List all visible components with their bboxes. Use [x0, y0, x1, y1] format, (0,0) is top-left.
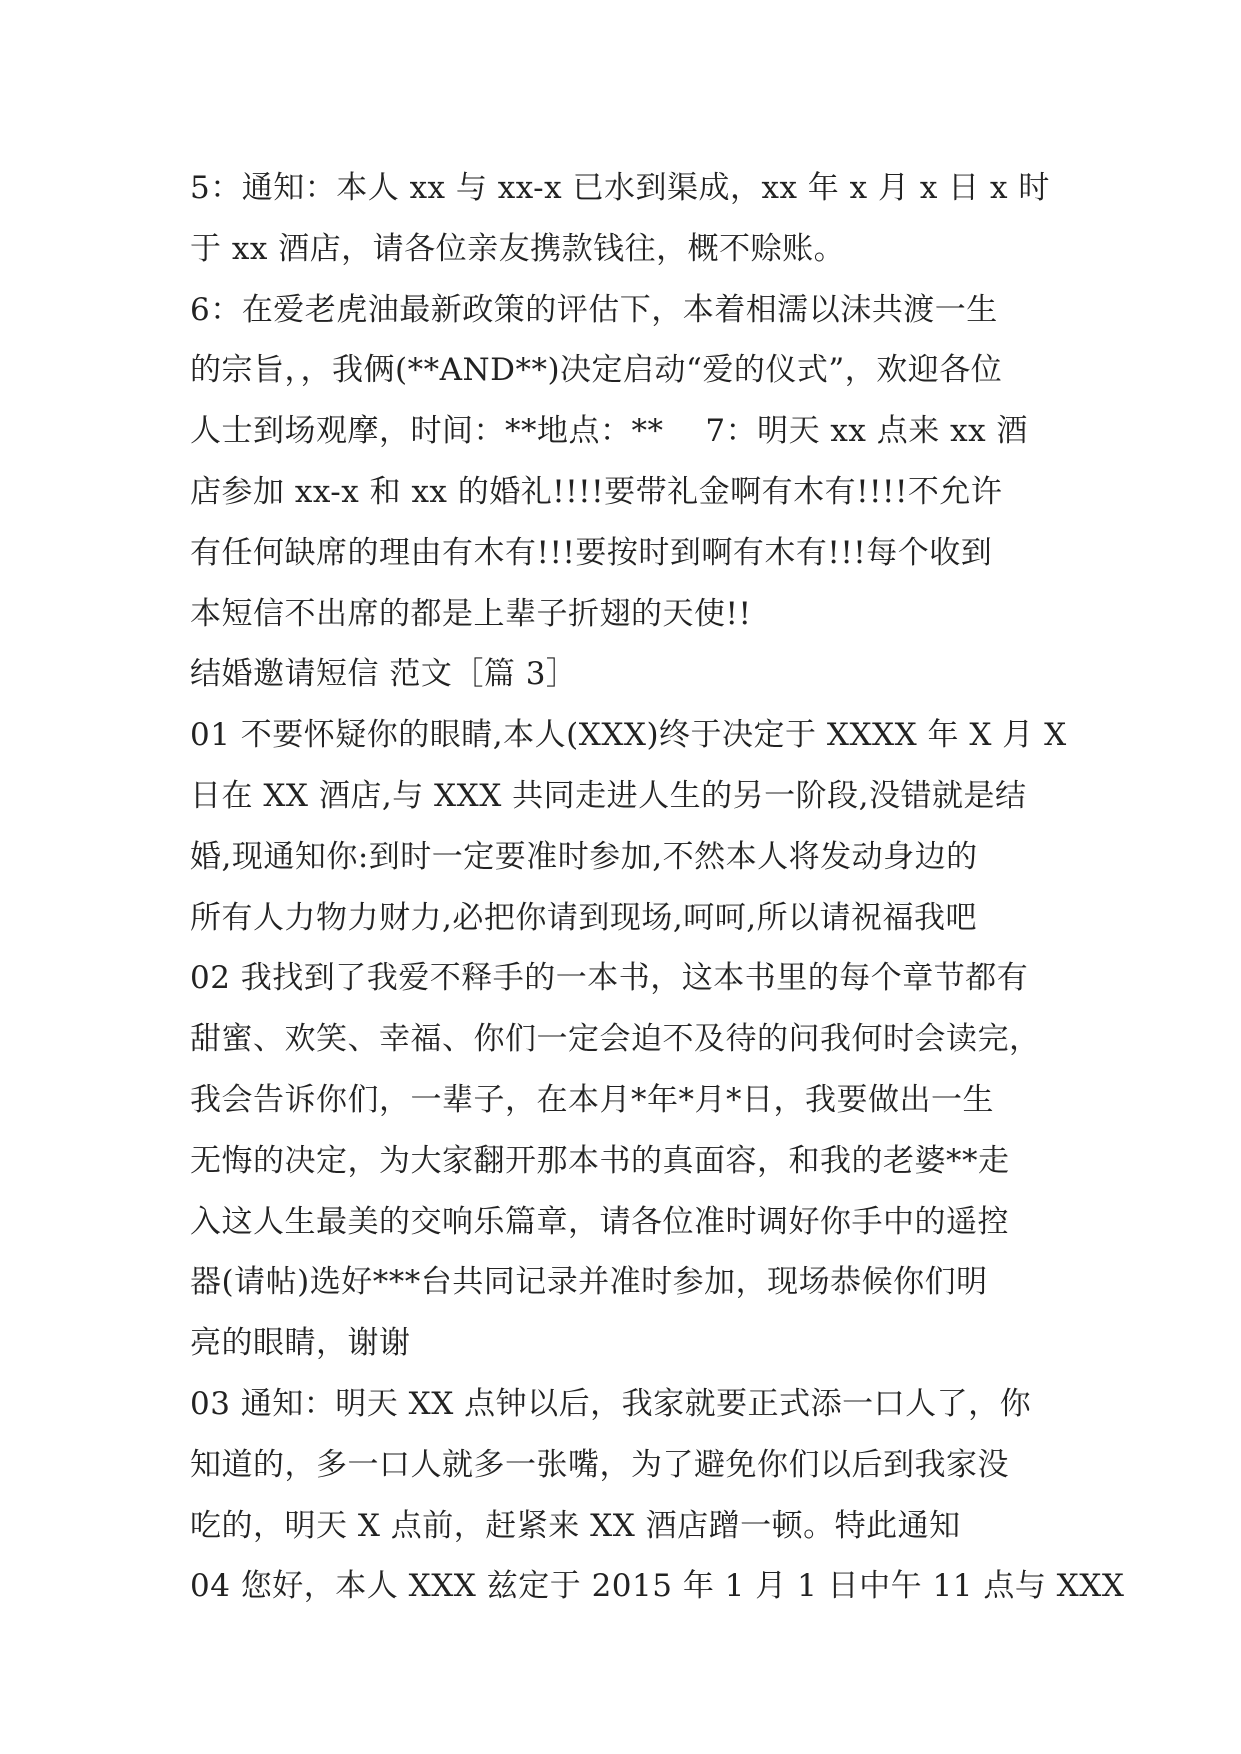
text-line: 本短信不出席的都是上辈子折翅的天使!!	[190, 595, 752, 632]
text-line: 店参加 xx-x 和 xx 的婚礼!!!!要带礼金啊有木有!!!!不允许	[190, 473, 1003, 510]
text-line: 的宗旨，，我俩(**AND**)决定启动“爱的仪式”，欢迎各位	[190, 352, 1003, 389]
text-line: 04 您好，本人 XXX 兹定于 2015 年 1 月 1 日中午 11 点与 XXX	[190, 1568, 1125, 1605]
text-line: 于 xx 酒店，请各位亲友携款钱往，概不赊账。	[190, 230, 846, 267]
document-body	[190, 158, 1125, 1617]
text-line: 03 通知：明天 XX 点钟以后，我家就要正式添一口人了，你	[190, 1385, 1032, 1422]
text-line: 甜蜜、欢笑、幸福、你们一定会迫不及待的问我何时会读完，	[190, 1021, 1041, 1058]
section-heading: 结婚邀请短信 范文［篇 3］	[190, 656, 578, 693]
text-line: 日在 XX 酒店,与 XXX 共同走进人生的另一阶段,没错就是结	[190, 777, 1027, 814]
text-line: 所有人力物力财力,必把你请到现场,呵呵,所以请祝福我吧	[190, 899, 978, 936]
text-line: 人士到场观摩，时间：**地点：** 7：明天 xx 点来 xx 酒	[190, 413, 1028, 450]
text-line: 02 我找到了我爱不释手的一本书，这本书里的每个章节都有	[190, 960, 1029, 997]
text-line: 吃的，明天 X 点前，赶紧来 XX 酒店蹭一顿。特此通知	[190, 1507, 961, 1544]
text-line: 无悔的决定，为大家翻开那本书的真面容，和我的老婆**走	[190, 1142, 1010, 1179]
text-line: 01 不要怀疑你的眼睛,本人(XXX)终于决定于 XXXX 年 X 月 X	[190, 717, 1067, 754]
text-line: 5：通知：本人 xx 与 xx-x 已水到渠成，xx 年 x 月 x 日 x 时	[190, 170, 1050, 206]
text-line: 有任何缺席的理由有木有!!!要按时到啊有木有!!!每个收到	[190, 534, 993, 571]
text-line: 器(请帖)选好***台共同记录并准时参加，现场恭候你们明	[190, 1264, 988, 1301]
text-line: 知道的，多一口人就多一张嘴，为了避免你们以后到我家没	[190, 1446, 1009, 1483]
text-line: 婚,现通知你:到时一定要准时参加,不然本人将发动身边的	[190, 838, 978, 875]
text-line: 6：在爱老虎油最新政策的评估下，本着相濡以沫共渡一生	[190, 291, 998, 328]
text-line: 我会告诉你们，一辈子，在本月*年*月*日，我要做出一生	[190, 1081, 994, 1118]
text-line: 入这人生最美的交响乐篇章，请各位准时调好你手中的遥控	[190, 1203, 1009, 1240]
text-line: 亮的眼睛，谢谢	[190, 1325, 411, 1362]
